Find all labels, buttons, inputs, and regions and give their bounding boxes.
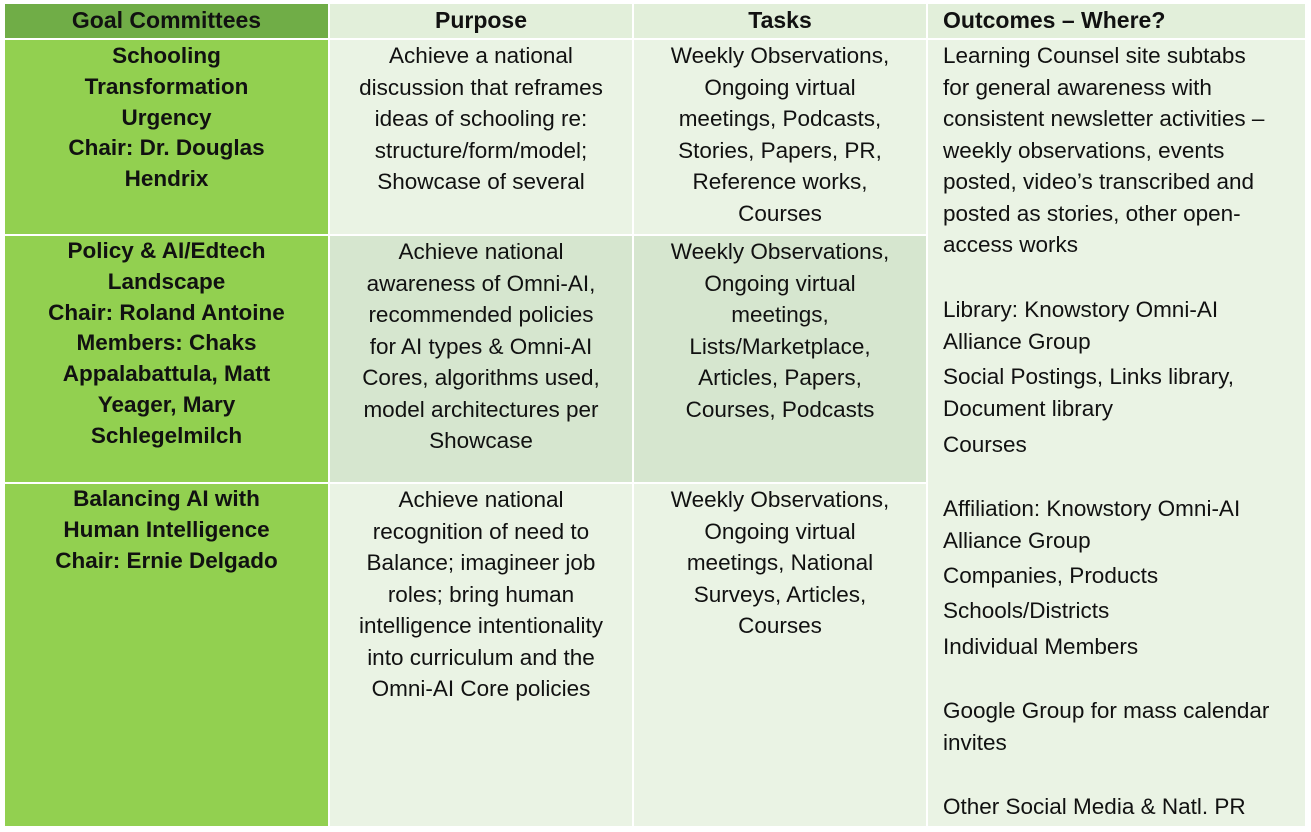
committee-cell-balancing [5, 484, 328, 826]
outcomes-line: invites [943, 729, 1007, 755]
purpose-line: ideas of schooling re: [374, 106, 588, 131]
outcomes-block-schools [943, 595, 1109, 627]
committee-line: Chair: Roland Antoine [48, 299, 285, 325]
tasks-line: Surveys, Articles, [693, 581, 867, 607]
tasks-cell-schooling [634, 40, 926, 234]
header-tasks [634, 4, 926, 38]
outcomes-line: Document library [943, 395, 1114, 421]
tasks-line: Ongoing virtual [704, 74, 856, 100]
outcomes-line: Alliance Group [943, 527, 1091, 553]
purpose-line: Achieve national [398, 239, 564, 264]
committee-line: Landscape [107, 268, 226, 294]
header-tasks-label: Tasks [748, 7, 812, 33]
committee-line: Schooling [112, 43, 221, 68]
purpose-line: recognition of need to [372, 518, 590, 544]
purpose-cell-schooling [330, 40, 632, 234]
outcomes-block-affiliation [943, 493, 1240, 556]
outcomes-line: Courses [943, 432, 1027, 457]
tasks-line: meetings, [731, 302, 829, 327]
header-purpose-label: Purpose [434, 7, 528, 33]
tasks-line: Courses [738, 200, 822, 226]
outcomes-line: Schools/Districts [943, 598, 1110, 623]
outcomes-block-google-group [943, 695, 1269, 758]
committee-line: Chair: Dr. Douglas [68, 135, 265, 161]
tasks-line: Courses, Podcasts [685, 396, 875, 422]
committee-line: Schlegelmilch [90, 422, 243, 448]
tasks-line: Courses [738, 613, 822, 638]
outcomes-block-social-media [943, 791, 1246, 823]
header-goal-committees [5, 4, 328, 38]
outcomes-block-library [943, 294, 1218, 357]
committee-line: Balancing AI with [73, 486, 260, 511]
header-outcomes-label: Outcomes – Where? [943, 7, 1166, 33]
tasks-line: Stories, Papers, PR, [678, 137, 882, 163]
header-goal-committees-label: Goal Committees [71, 7, 262, 33]
committee-line: Transformation [84, 73, 249, 99]
outcomes-line: for general awareness with [943, 74, 1212, 100]
committee-line: Members: Chaks [76, 330, 257, 356]
outcomes-line: consistent newsletter activities – [943, 106, 1265, 131]
tasks-line: Weekly Observations, [670, 487, 890, 512]
outcomes-line: Library: Knowstory Omni-AI [943, 297, 1219, 322]
purpose-line: roles; bring human [387, 581, 575, 607]
outcomes-line: Affiliation: Knowstory Omni-AI [943, 496, 1241, 521]
purpose-line: Showcase [429, 428, 533, 453]
outcomes-line: Social Postings, Links library, [943, 364, 1234, 389]
purpose-cell-balancing [330, 484, 632, 826]
purpose-line: Achieve national [398, 487, 564, 512]
committee-line: Yeager, Mary [97, 391, 236, 417]
outcomes-block-social [943, 361, 1234, 424]
purpose-line: Omni-AI Core policies [371, 676, 591, 701]
purpose-line: for AI types & Omni-AI [369, 333, 593, 359]
tasks-line: Weekly Observations, [670, 43, 890, 68]
tasks-line: Lists/Marketplace, [689, 333, 871, 359]
committee-cell-schooling [5, 40, 328, 234]
outcomes-line: posted as stories, other open- [943, 200, 1241, 226]
outcomes-line: Other Social Media & Natl. PR [943, 794, 1246, 819]
purpose-line: Showcase of several [377, 169, 585, 194]
tasks-line: meetings, National [686, 550, 874, 575]
purpose-line: model architectures per [363, 396, 599, 422]
purpose-line: into curriculum and the [367, 644, 595, 670]
tasks-line: Weekly Observations, [670, 239, 890, 264]
tasks-cell-balancing [634, 484, 926, 826]
outcomes-block-courses [943, 429, 1027, 461]
outcomes-line: access works [943, 232, 1079, 257]
purpose-line: Cores, algorithms used, [362, 365, 600, 390]
tasks-line: Ongoing virtual [704, 518, 856, 544]
outcomes-line: Alliance Group [943, 328, 1091, 354]
outcomes-line: Learning Counsel site subtabs [943, 43, 1246, 68]
committee-cell-policy [5, 236, 328, 482]
committee-line: Human Intelligence [63, 516, 270, 542]
committee-line: Chair: Ernie Delgado [55, 547, 278, 573]
outcomes-line: Google Group for mass calendar [943, 698, 1270, 723]
tasks-cell-policy [634, 236, 926, 482]
committee-line: Urgency [121, 104, 212, 130]
tasks-line: Ongoing virtual [704, 270, 856, 296]
committee-line: Appalabattula, Matt [62, 361, 271, 387]
purpose-line: recommended policies [368, 302, 594, 327]
outcomes-block-site [943, 40, 1264, 261]
header-purpose [330, 4, 632, 38]
outcomes-cell [928, 40, 1305, 826]
purpose-cell-policy [330, 236, 632, 482]
purpose-line: structure/form/model; [374, 137, 588, 163]
outcomes-line: Individual Members [943, 634, 1139, 659]
outcomes-block-members [943, 631, 1138, 663]
purpose-line: intelligence intentionality [359, 613, 603, 638]
committee-line: Policy & AI/Edtech [67, 238, 266, 263]
outcomes-block-companies [943, 560, 1158, 592]
tasks-line: meetings, Podcasts, [678, 106, 882, 131]
purpose-line: discussion that reframes [359, 74, 603, 100]
header-outcomes [928, 4, 1305, 38]
outcomes-line: weekly observations, events [943, 137, 1225, 163]
purpose-line: awareness of Omni-AI, [366, 270, 596, 296]
tasks-line: Articles, Papers, [698, 365, 862, 390]
purpose-line: Achieve a national [389, 43, 573, 68]
outcomes-line: posted, video’s transcribed and [943, 169, 1255, 194]
committee-line: Hendrix [124, 166, 209, 192]
outcomes-line: Companies, Products [943, 563, 1159, 588]
purpose-line: Balance; imagineer job [366, 550, 596, 575]
tasks-line: Reference works, [692, 169, 868, 194]
